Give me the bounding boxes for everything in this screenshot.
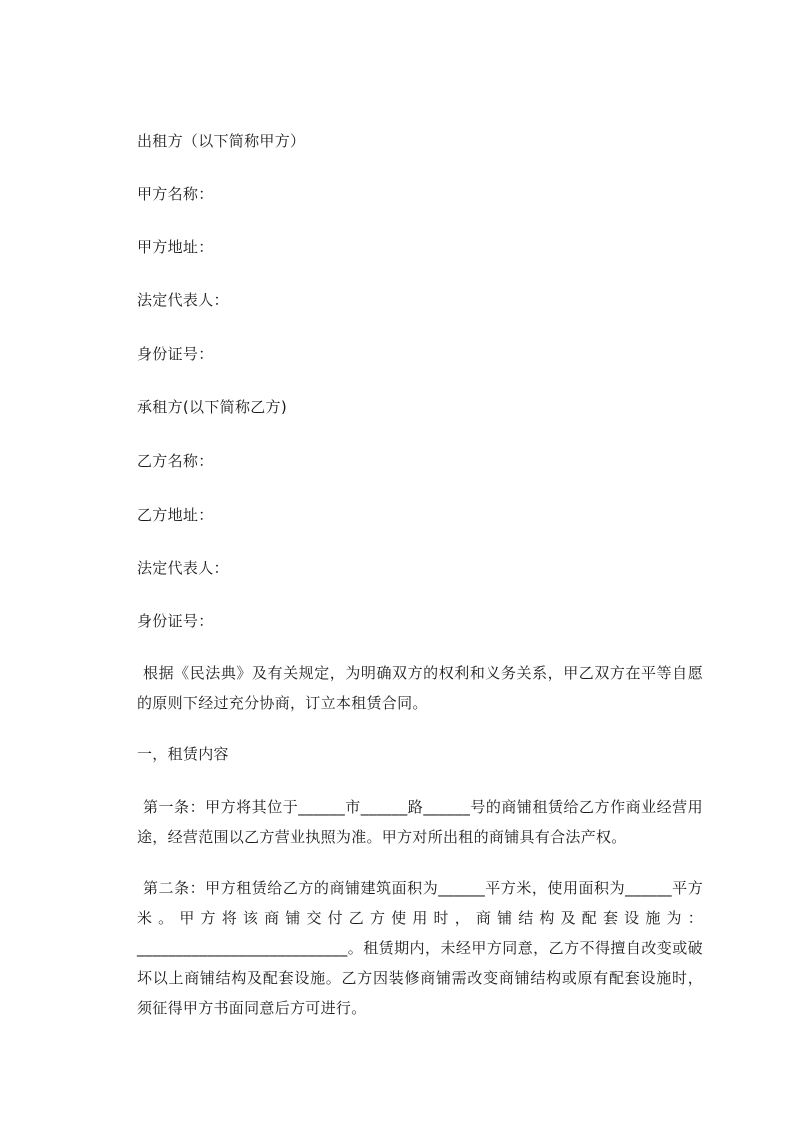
lessor-legal-rep-label: 法定代表人： [137, 291, 229, 309]
lessee-legal-rep-label: 法定代表人： [137, 559, 229, 577]
section-1-title: 一，租赁内容 [137, 745, 229, 763]
lessee-name-label: 乙方名称： [137, 452, 214, 470]
lessee-address-label: 乙方地址： [137, 506, 214, 524]
lessee-id-label: 身份证号： [137, 612, 214, 630]
article-1-paragraph: 第一条：甲方将其位于______市______路______号的商铺租赁给乙方作商业经营用途，经营范围以乙方营业执照为准。甲方对所出租的商铺具有合法产权。 [137, 798, 703, 846]
lessor-id-label: 身份证号： [137, 345, 214, 363]
preamble-paragraph: 根据《民法典》及有关规定，为明确双方的权利和义务关系，甲乙双方在平等自愿的原则下经过充分协商，订立本租赁合同。 [137, 664, 703, 712]
lessee-heading: 承租方(以下简称乙方) [137, 398, 288, 416]
article-2-paragraph: 第二条：甲方租赁给乙方的商铺建筑面积为______平方米，使用面积为______平方米。甲方将该商铺交付乙方使用时，商铺结构及配套设施为：___________________________。租赁期内，未经甲方同意，乙方不得擅自改变或破坏以上商铺结构及配套设施。乙方因装修商铺需改变商铺结构或原有配套设施时，须征得甲方书面同意后方可进行。 [137, 879, 703, 1017]
lessor-name-label: 甲方名称： [137, 185, 214, 203]
lessor-heading: 出租方（以下简称甲方） [137, 132, 306, 150]
lessor-address-label: 甲方地址： [137, 238, 214, 256]
